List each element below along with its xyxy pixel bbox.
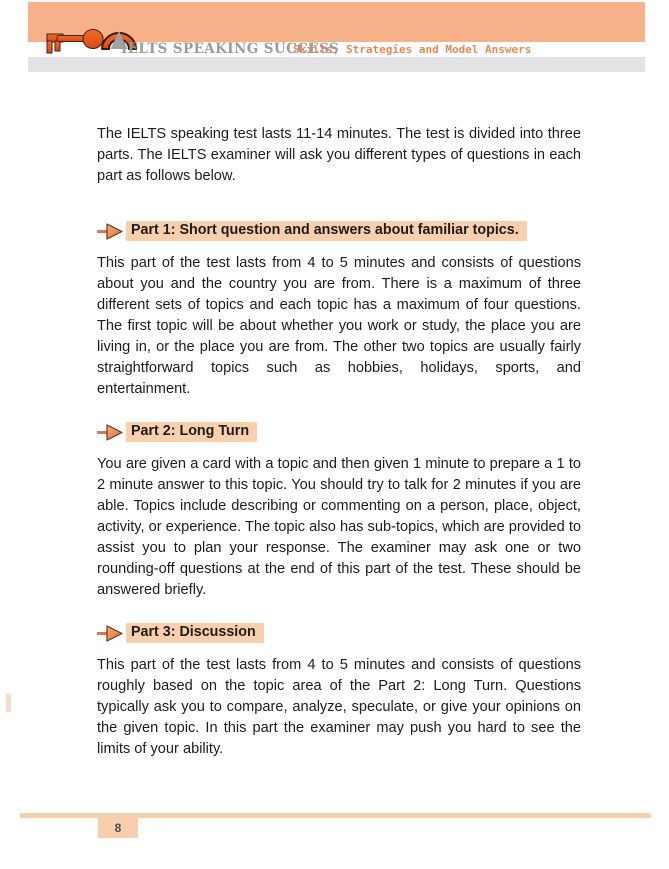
- arrow-icon: [97, 424, 124, 441]
- arrow-icon: [97, 223, 124, 240]
- section-title: Part 1: Short question and answers about familiar topics.: [126, 221, 527, 241]
- intro-paragraph: The IELTS speaking test lasts 11-14 minutes. The test is divided into three parts. The IELTS examiner will ask you different types of questions in each part as follows below.: [97, 126, 581, 184]
- header-gray-band: [28, 57, 645, 72]
- section-title: Part 3: Discussion: [126, 623, 264, 643]
- page-content: [97, 124, 581, 760]
- section-title: Part 2: Long Turn: [126, 422, 257, 442]
- section-body-part1: This part of the test lasts from 4 to 5 minutes and consists of questions about you and the country you are from. There is a maximum of three different sets of topics and each topic has a maximum of four questions. The first topic will be about whether you work or study, the place you are living in, or the place you are from. The other two topics are usually fairly straightforward topics such as hobbies, holidays, sports, and entertainment.: [97, 255, 581, 397]
- page-number: 8: [98, 818, 138, 838]
- section-heading-part1: [97, 221, 581, 241]
- book-title: IELTS SPEAKING SUCCESS: [121, 41, 340, 57]
- section-heading-part2: [97, 422, 581, 442]
- scan-smudge: [6, 694, 11, 712]
- section-heading-part3: [97, 623, 581, 643]
- section-body-part3: This part of the test lasts from 4 to 5 minutes and consists of questions roughly based on the topic area of the Part 2: Long Turn. Questions typically ask you to compare, analyze, speculate, or give your opinions on the given topic. In this part the examiner may push you hard to see the limits of your ability.: [97, 657, 581, 757]
- section-body-part2: You are given a card with a topic and then given 1 minute to prepare a 1 to 2 minute answer to this topic. You should try to talk for 2 minutes if you are able. Topics include describing or commenting on a person, place, object, activity, or experience. The topic also has sub-topics, which are provided to assist you to plan your response. The examiner may ask one or two rounding-off questions at the end of this part of the test. These should be answered briefly.: [97, 456, 581, 598]
- book-subtitle: Skills, Strategies and Model Answers: [293, 43, 532, 56]
- arrow-icon: [97, 625, 124, 642]
